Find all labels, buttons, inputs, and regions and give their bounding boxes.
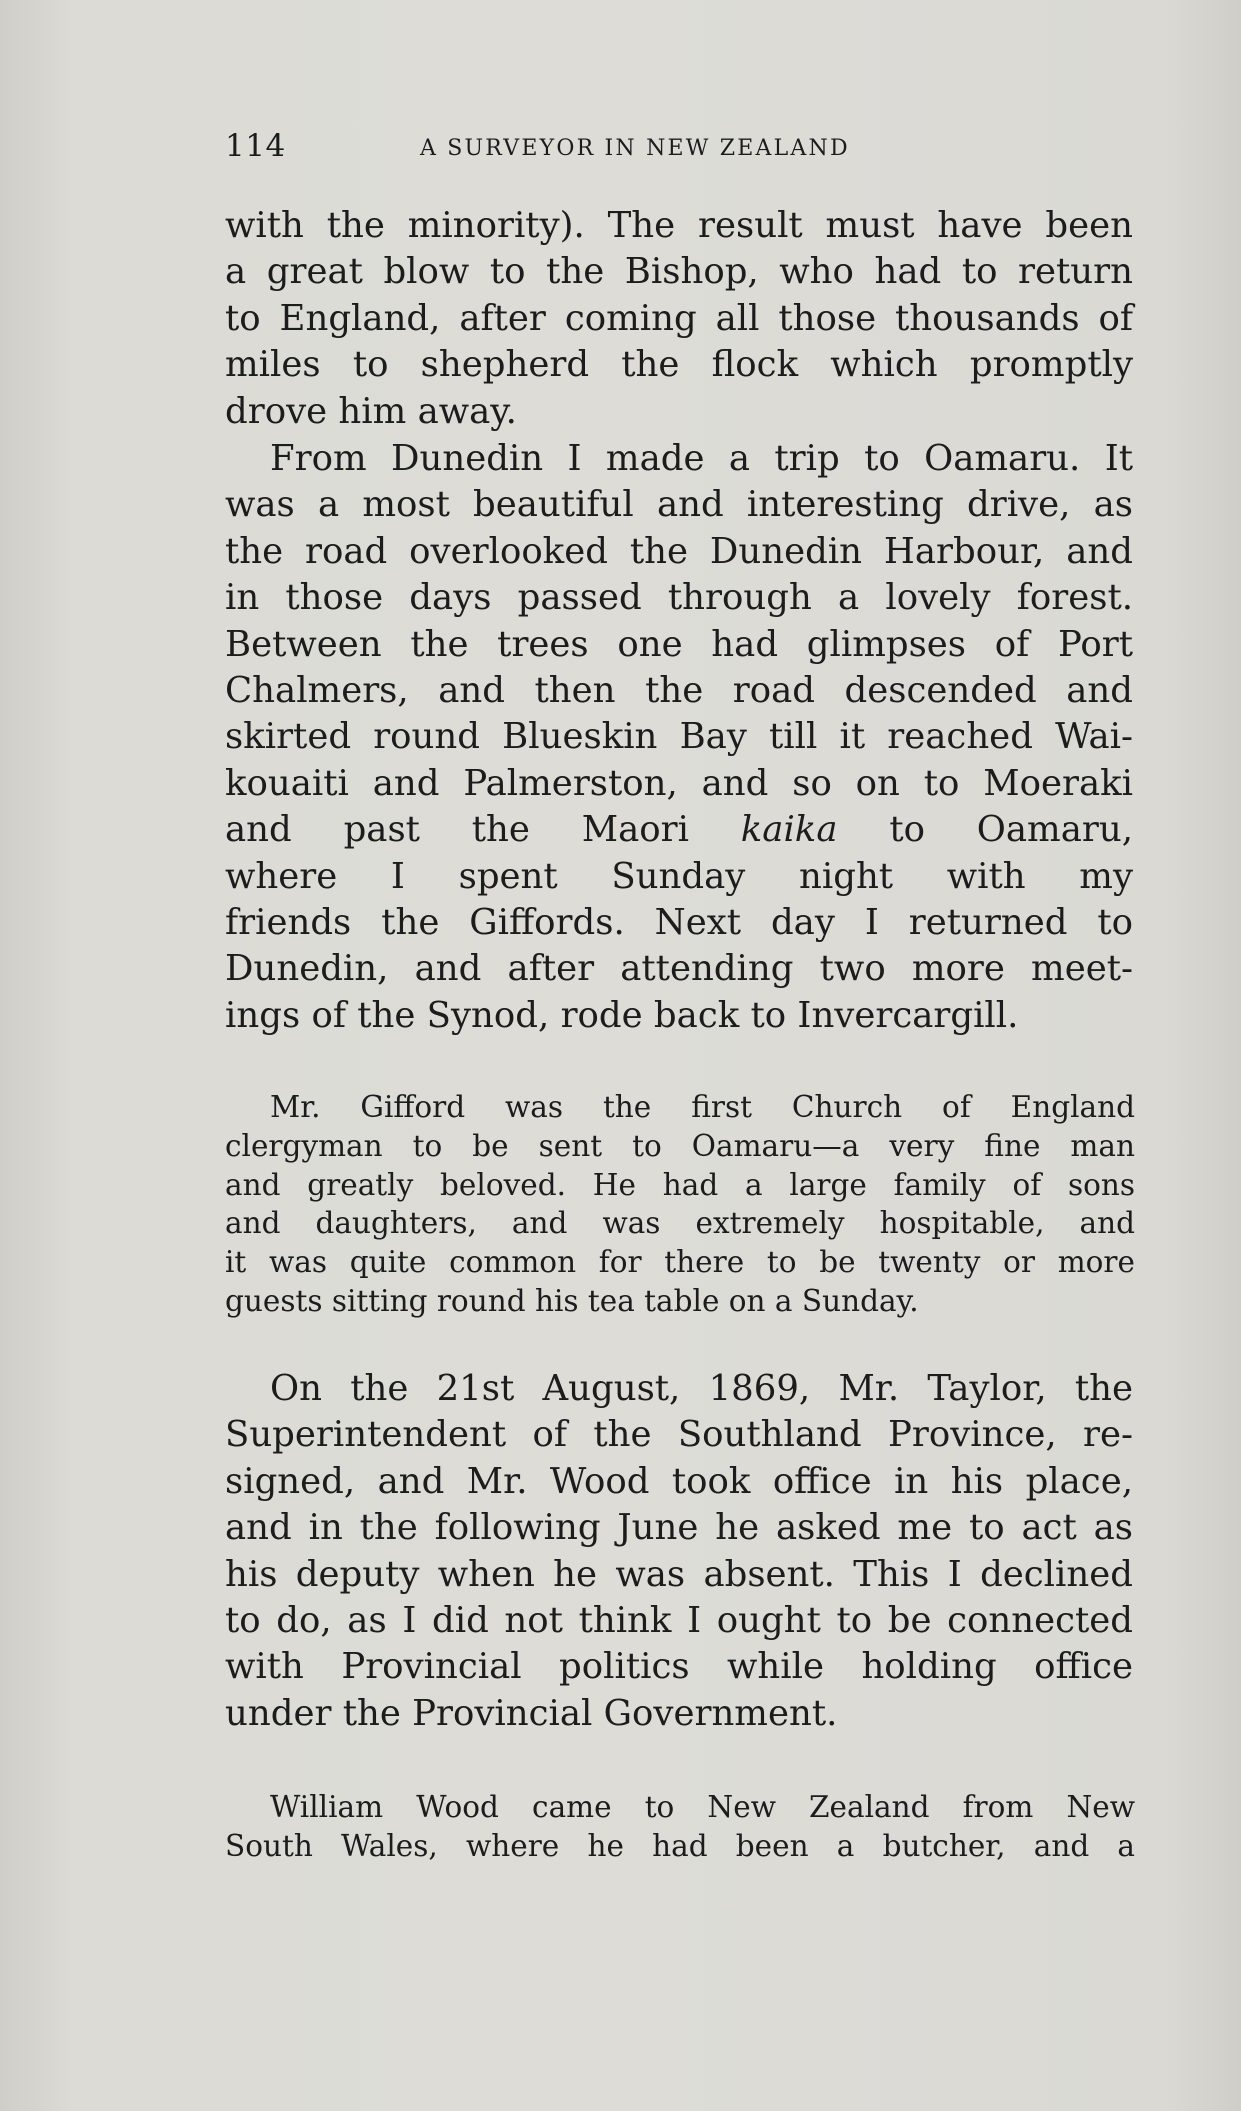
text-line: where I spent Sunday night with my: [225, 855, 1133, 897]
text-line: with Provincial politics while holding office: [225, 1646, 1133, 1688]
text-line: clergyman to be sent to Oamaru—a very fine man: [225, 1128, 1135, 1163]
text-line: and greatly beloved. He had a large family of sons: [225, 1167, 1135, 1202]
italic-word: kaika: [740, 809, 838, 851]
text-line: William Wood came to New Zealand from New: [270, 1790, 1135, 1824]
text-line: was a most beautiful and interesting drive, as: [225, 484, 1133, 526]
paragraph-2: [225, 436, 1133, 1039]
running-title: A SURVEYOR IN NEW ZEALAND: [420, 136, 850, 161]
text-line: it was quite common for there to be twenty or more: [225, 1245, 1135, 1280]
text-segment: to Oamaru,: [837, 809, 1133, 851]
text-line: kouaiti and Palmerston, and so on to Moeraki: [225, 762, 1133, 804]
text-line: Mr. Gifford was the first Church of England: [270, 1090, 1135, 1124]
text-line: to do, as I did not think I ought to be connected: [225, 1600, 1133, 1642]
page-number: 114: [225, 128, 286, 164]
text-line: to England, after coming all those thousands of: [225, 297, 1133, 339]
text-line: friends the Giffords. Next day I returned to: [225, 902, 1133, 944]
text-line: Chalmers, and then the road descended and: [225, 670, 1133, 712]
text-line: and in the following June he asked me to act as: [225, 1507, 1133, 1549]
note-wood: [225, 1788, 1135, 1866]
text-line: and daughters, and was extremely hospitable, and: [225, 1206, 1135, 1241]
running-head: [225, 128, 1133, 168]
text-line: On the 21st August, 1869, Mr. Taylor, the: [270, 1368, 1133, 1409]
text-line: under the Provincial Government.: [225, 1692, 838, 1734]
text-line: a great blow to the Bishop, who had to return: [225, 251, 1133, 293]
text-line: From Dunedin I made a trip to Oamaru. It: [270, 438, 1133, 479]
note-gifford: [225, 1088, 1135, 1321]
text-line: Superintendent of the Southland Province, re-: [225, 1414, 1133, 1456]
text-line: signed, and Mr. Wood took office in his place,: [225, 1460, 1133, 1502]
text-line: South Wales, where he had been a butcher, and a: [225, 1828, 1135, 1863]
text-line: skirted round Blueskin Bay till it reached Wai-: [225, 716, 1133, 758]
text-segment: and past the Maori: [225, 809, 741, 851]
text-line: guests sitting round his tea table on a Sunday.: [225, 1283, 919, 1318]
paragraph-3: [225, 1366, 1133, 1737]
paragraph-1: [225, 203, 1133, 435]
text-line: Between the trees one had glimpses of Port: [225, 623, 1133, 665]
text-line-with-italic: [225, 807, 1133, 853]
text-line: drove him away.: [225, 390, 517, 432]
text-line: in those days passed through a lovely forest.: [225, 577, 1133, 619]
text-line: ings of the Synod, rode back to Invercargill.: [225, 994, 1019, 1036]
text-line: the road overlooked the Dunedin Harbour, and: [225, 530, 1133, 572]
text-line: with the minority). The result must have been: [225, 205, 1133, 246]
text-line: his deputy when he was absent. This I declined: [225, 1553, 1133, 1595]
text-line: miles to shepherd the flock which promptly: [225, 344, 1133, 386]
text-line: Dunedin, and after attending two more meet-: [225, 948, 1133, 990]
